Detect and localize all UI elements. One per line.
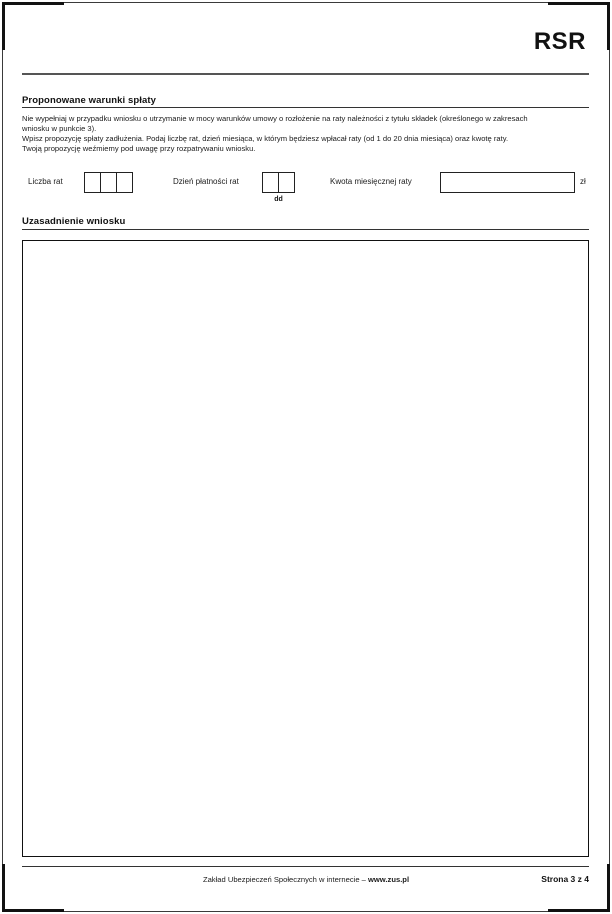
instructions-line-2: wniosku w punkcie 3). [22,124,97,133]
dzien-platnosci-cell-1[interactable] [263,173,278,192]
section-underline-warunki [22,107,589,108]
form-code-label: RSR [533,28,586,55]
kwota-input[interactable] [440,172,575,193]
section-underline-uzasadnienie [22,229,589,230]
liczba-rat-cell-2[interactable] [100,173,116,192]
uzasadnienie-textarea[interactable] [22,240,589,857]
currency-suffix: zł [580,177,586,186]
dd-format-hint: dd [274,196,283,203]
corner-mark-top-left [2,2,64,50]
instructions-line-3: Wpisz propozycję spłaty zadłużenia. Podaj liczbę rat, dzień miesiąca, w którym będziesz wpłacał raty (od 1 do 20 dnia miesiąca) oraz kwotę raty. [22,134,509,143]
liczba-rat-cell-1[interactable] [85,173,100,192]
section-title-warunki: Proponowane warunki spłaty [22,95,157,106]
dzien-platnosci-input[interactable] [262,172,295,193]
dzien-platnosci-label: Dzień płatności rat [173,177,239,186]
instructions-line-1: Nie wypełniaj w przypadku wniosku o utrzymanie w mocy warunków umowy o rozłożenie na raty należności z tytułu składek (określonego w zakresach [22,114,528,123]
footer-rule [22,866,589,867]
footer-org-text: Zakład Ubezpieczeń Społecznych w internecie – [202,875,368,884]
corner-mark-bottom-right [548,864,610,912]
footer-website: www.zus.pl [367,875,410,884]
liczba-rat-label: Liczba rat [28,177,63,186]
corner-mark-bottom-left [2,864,64,912]
header-rule [22,73,589,75]
dzien-platnosci-cell-2[interactable] [278,173,294,192]
section-title-uzasadnienie: Uzasadnienie wniosku [22,216,126,227]
instructions-text [22,114,592,154]
kwota-label: Kwota miesięcznej raty [330,177,412,186]
liczba-rat-input[interactable] [84,172,133,193]
instructions-line-4: Twoją propozycję weźmiemy pod uwagę przy rozpatrywaniu wniosku. [22,144,256,153]
footer-text [0,875,612,884]
liczba-rat-cell-3[interactable] [116,173,132,192]
page-number: Strona 3 z 4 [541,874,589,884]
